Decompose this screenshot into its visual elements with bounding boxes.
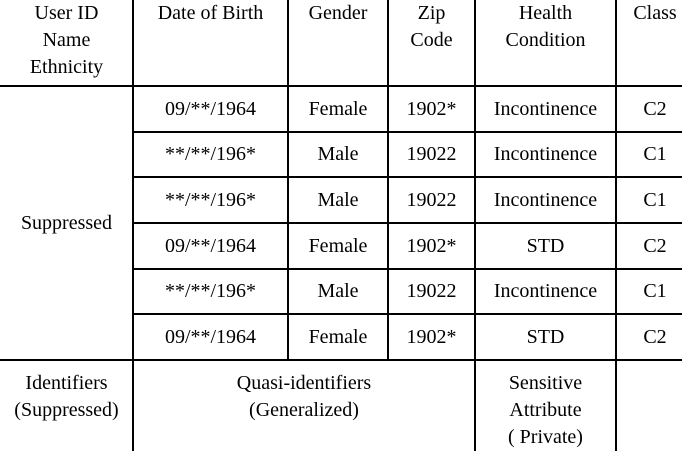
header-zip-code: Zip Code (410, 2, 453, 51)
table-cell-condition: Incontinence (493, 280, 598, 302)
table-cell-class: C2 (643, 97, 667, 120)
suppressed-cell: Suppressed (20, 211, 113, 234)
header-health-condition: Health Condition (505, 2, 586, 51)
table-cell-dob: 09/**/1964 (164, 234, 257, 257)
footer-quasi-identifiers: Quasi-identifiers (Generalized) (236, 372, 372, 421)
table-cell-class: C2 (643, 325, 667, 348)
table-cell-gender: Female (308, 234, 368, 257)
grid-line-vertical (615, 0, 617, 451)
table-cell-zip: 19022 (406, 188, 457, 211)
table-cell-class: C1 (643, 188, 667, 211)
grid-line-vertical (387, 0, 389, 360)
table-cell-condition: STD (526, 325, 565, 348)
grid-line-vertical (287, 0, 289, 360)
header-gender: Gender (308, 2, 368, 24)
table-cell-gender: Female (308, 325, 368, 348)
table-cell-dob: 09/**/1964 (164, 325, 257, 348)
grid-line-horizontal (133, 131, 682, 133)
table-cell-condition: Incontinence (493, 143, 598, 165)
table-cell-gender: Male (317, 188, 359, 211)
header-user-id-name-ethnicity: User ID Name Ethnicity (29, 2, 104, 78)
grid-line-vertical (474, 0, 476, 451)
table-cell-gender: Male (317, 143, 359, 165)
table-cell-condition: Incontinence (493, 188, 598, 211)
table-cell-class: C2 (643, 234, 667, 257)
footer-sensitive-attribute: Sensitive Attribute ( Private) (508, 372, 583, 448)
table-cell-zip: 19022 (406, 280, 457, 302)
table-cell-zip: 1902* (406, 234, 457, 257)
grid-line-vertical (132, 0, 134, 451)
header-class: Class (633, 2, 677, 24)
grid-line-horizontal (133, 313, 682, 315)
table-cell-class: C1 (643, 280, 667, 302)
header-date-of-birth: Date of Birth (157, 2, 264, 24)
table-cell-dob: **/**/196* (164, 188, 257, 211)
table-cell-class: C1 (643, 143, 667, 165)
footer-identifiers: Identifiers (Suppressed) (14, 372, 119, 421)
table-cell-zip: 1902* (406, 97, 457, 120)
grid-line-horizontal (133, 222, 682, 224)
grid-line-horizontal (133, 176, 682, 178)
table-cell-gender: Male (317, 280, 359, 302)
table-cell-condition: Incontinence (493, 97, 598, 120)
grid-line-horizontal (133, 268, 682, 270)
table-cell-zip: 1902* (406, 325, 457, 348)
table-cell-gender: Female (308, 97, 368, 120)
grid-line-horizontal (0, 359, 682, 361)
table-cell-zip: 19022 (406, 143, 457, 165)
table-cell-dob: 09/**/1964 (164, 97, 257, 120)
grid-line-horizontal (0, 85, 682, 87)
table-cell-dob: **/**/196* (164, 143, 257, 165)
table-cell-condition: STD (526, 234, 565, 257)
table-cell-dob: **/**/196* (164, 280, 257, 302)
